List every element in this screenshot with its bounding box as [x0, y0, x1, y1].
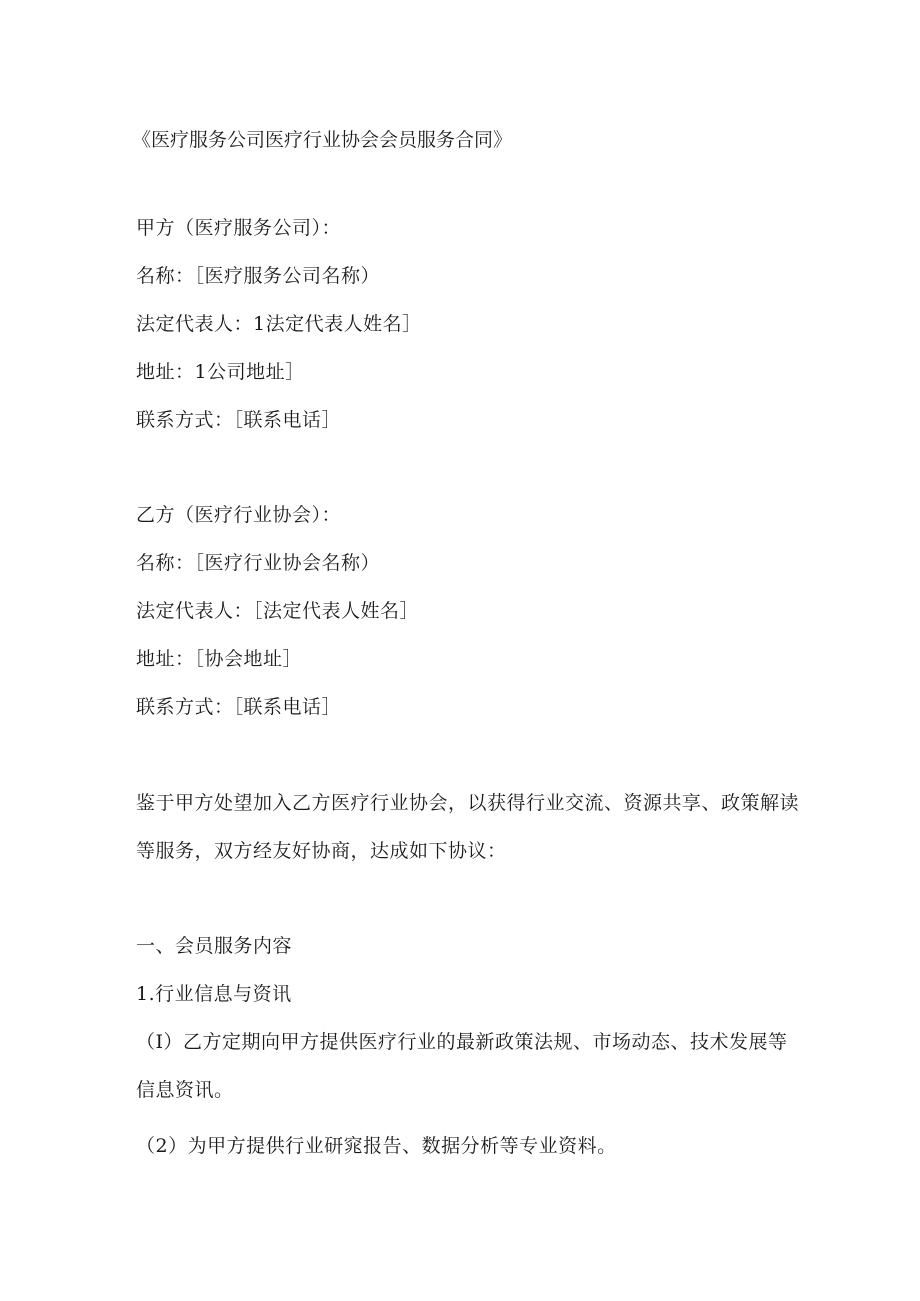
preamble-line-2: 等服务，双方经友好协商，达成如下协议： [136, 840, 507, 862]
party-b-legal-rep: 法定代表人：［法定代表人姓名］ [136, 600, 420, 622]
party-a-contact: 联系方式：［联系电话］ [136, 409, 342, 431]
party-b-name: 名称：［医疗行业协会名称） [136, 552, 381, 574]
contract-title: 《医疗服务公司医疗行业协会会员服务合同》 [132, 129, 513, 151]
party-b-heading: 乙方（医疗行业协会）： [136, 504, 342, 526]
clause-2: （2）为甲方提供行业研窕报告、数据分析等专业资料。 [136, 1135, 617, 1157]
clause-1-line-1: （I）乙方定期向甲方提供医疗行业的最新政策法规、市场动态、技术发展等 [136, 1031, 788, 1053]
party-b-contact: 联系方式：［联系电话］ [136, 696, 342, 718]
section-1-heading: 一、会员服务内容 [136, 935, 293, 957]
party-a-name: 名称：［医疗服务公司名称） [136, 265, 381, 287]
party-a-address: 地址：1公司地址］ [136, 361, 305, 383]
preamble-line-1: 鉴于甲方处望加入乙方医疗行业协会，以获得行业交流、资源共享、政策解读 [136, 792, 800, 814]
party-a-heading: 甲方（医疗服务公司）： [136, 217, 342, 239]
clause-1-line-2: 信息资讯。 [136, 1079, 234, 1101]
section-1-item-1-heading: 1.行业信息与资讯 [136, 983, 292, 1005]
party-b-address: 地址：［协会地址］ [136, 648, 303, 670]
party-a-legal-rep: 法定代表人：1法定代表人姓名］ [136, 313, 422, 335]
